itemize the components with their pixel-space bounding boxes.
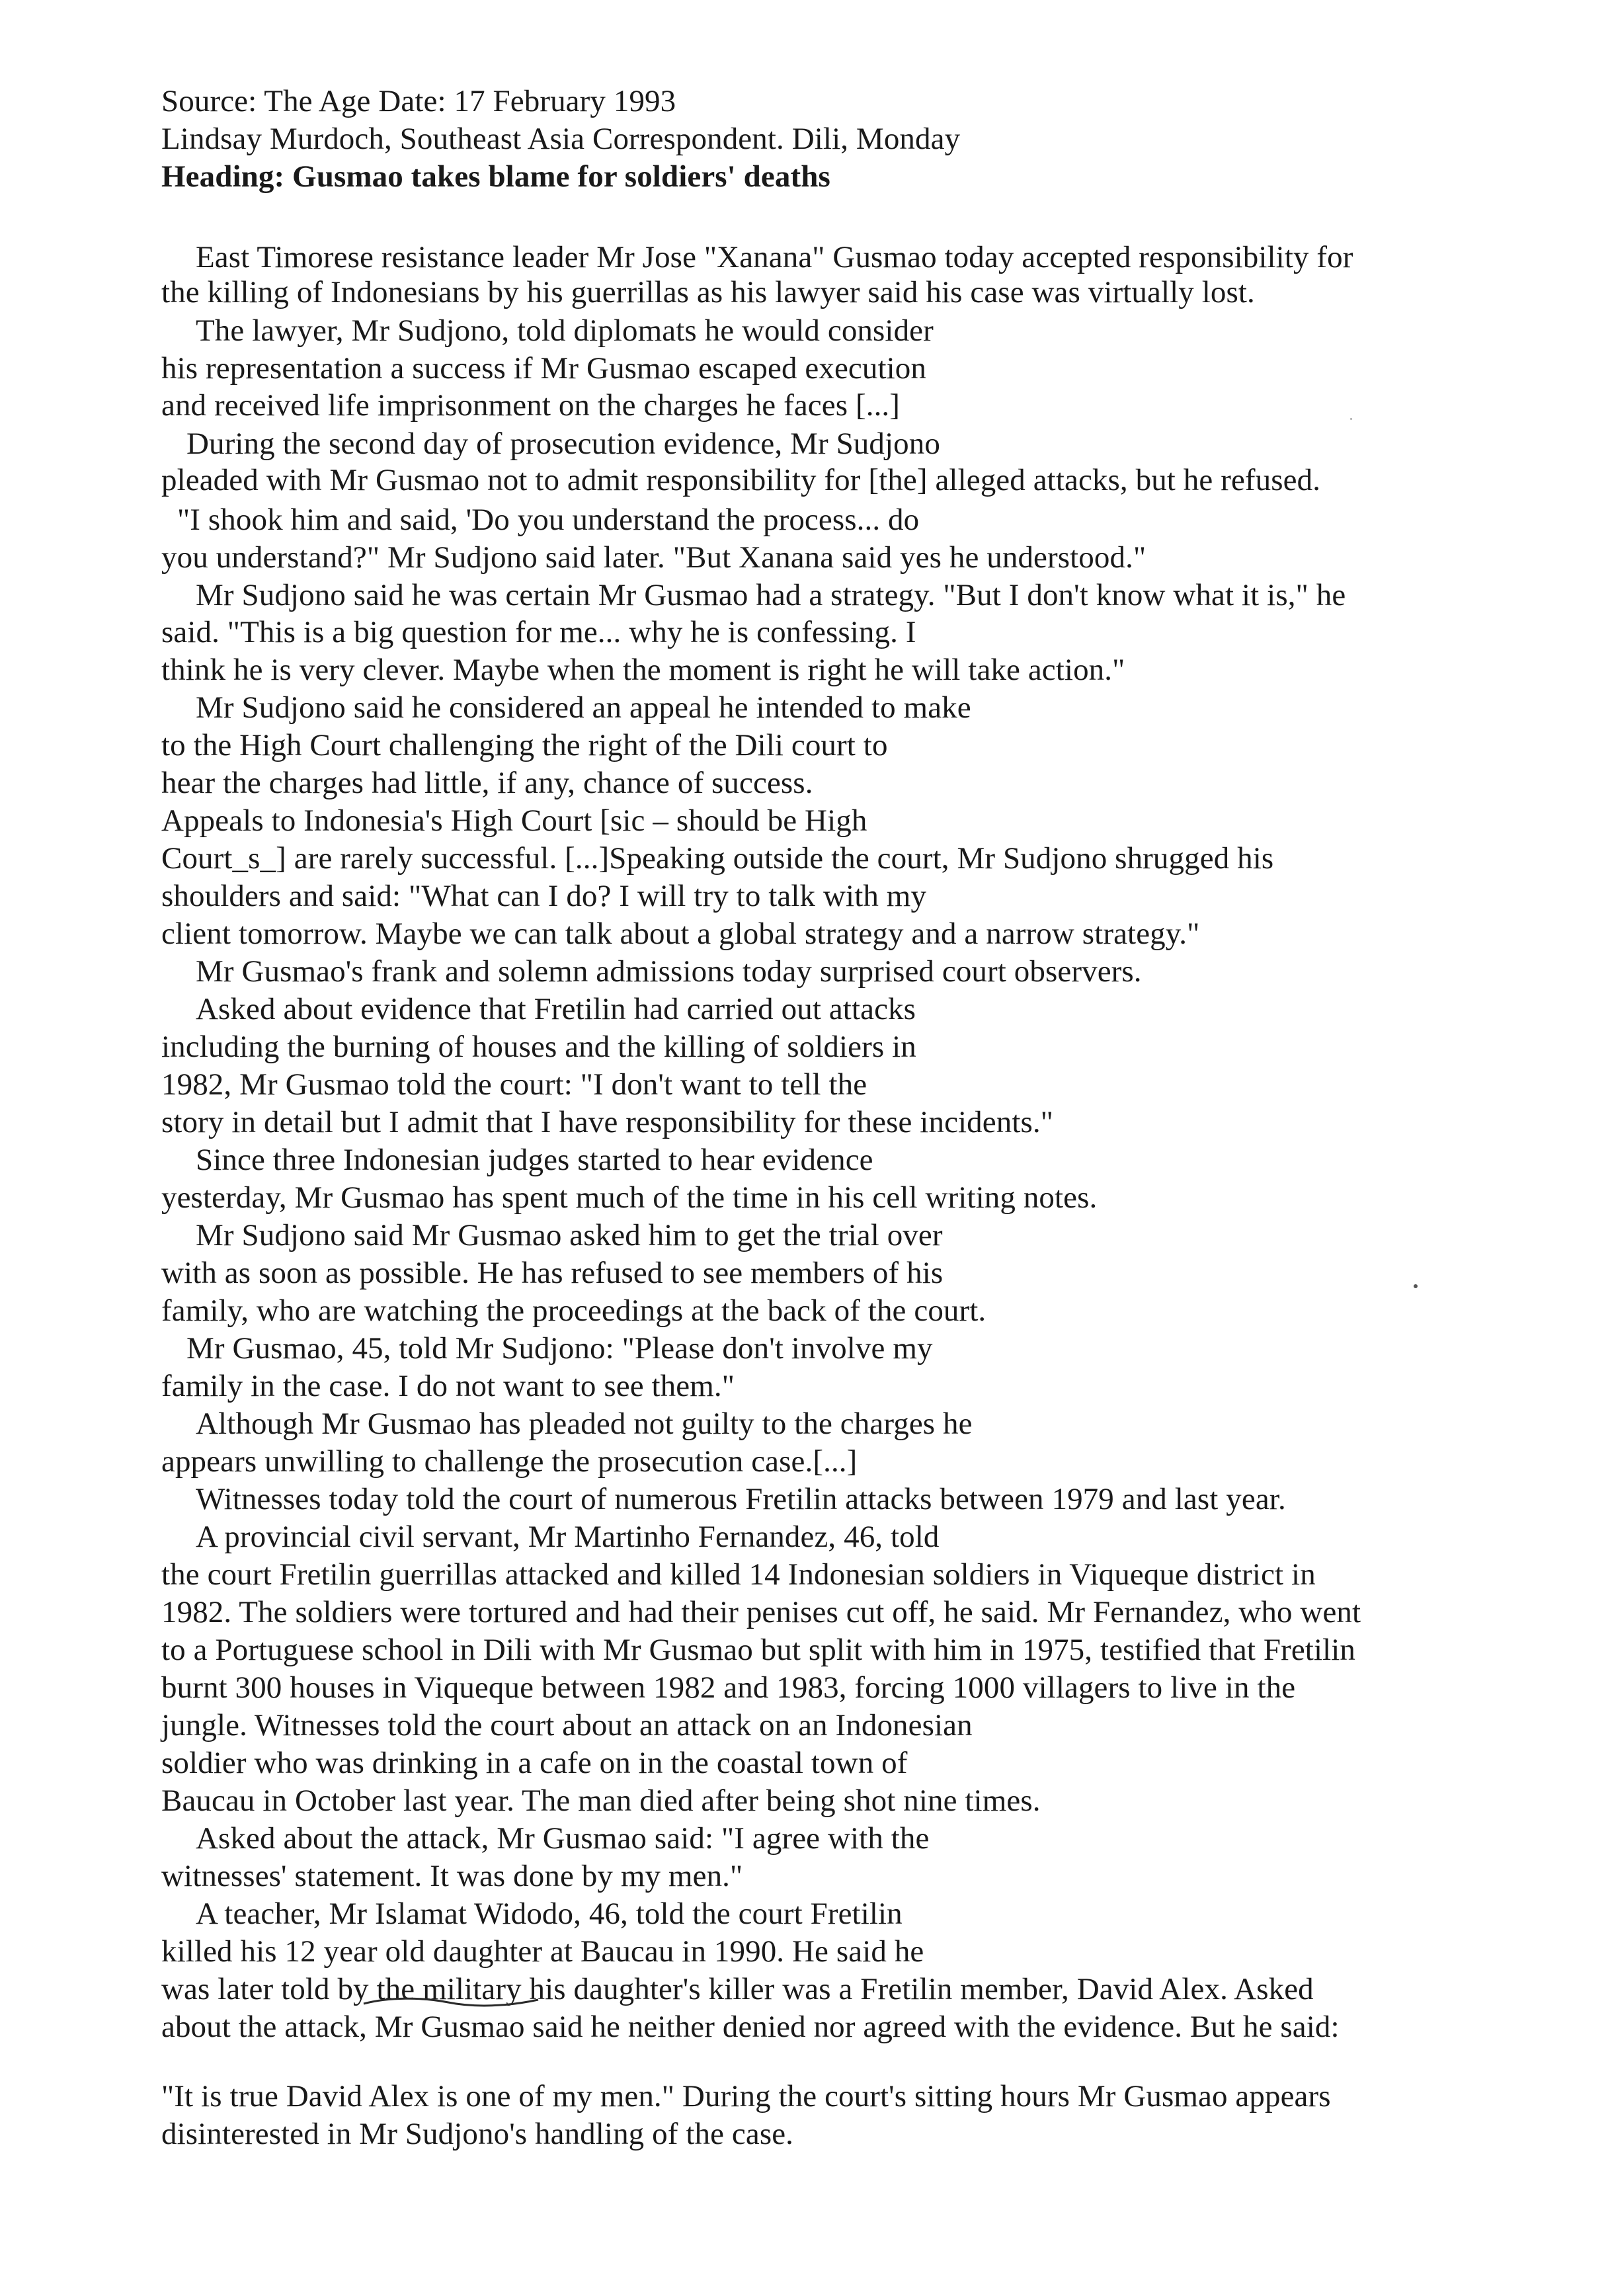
body-line: shoulders and said: "What can I do? I will try to talk with my	[161, 879, 927, 913]
body-line: Baucau in October last year. The man died after being shot nine times.	[161, 1784, 1041, 1818]
body-line: Court_s_] are rarely successful. [...]Speaking outside the court, Mr Sudjono shrugged his	[161, 841, 1274, 876]
body-line: disinterested in Mr Sudjono's handling of the case.	[161, 2117, 794, 2151]
body-line: appears unwilling to challenge the prosecution case.[...]	[161, 1444, 858, 1479]
body-line: Since three Indonesian judges started to hear evidence	[196, 1143, 873, 1177]
body-line: soldier who was drinking in a cafe on in the coastal town of	[161, 1746, 908, 1780]
body-line: hear the charges had little, if any, chance of success.	[161, 766, 813, 800]
body-line: "It is true David Alex is one of my men." During the court's sitting hours Mr Gusmao appears	[161, 2079, 1331, 2113]
byline: Lindsay Murdoch, Southeast Asia Correspondent. Dili, Monday	[161, 122, 961, 156]
body-line: A teacher, Mr Islamat Widodo, 46, told the court Fretilin	[196, 1897, 903, 1931]
body-line: story in detail but I admit that I have responsibility for these incidents."	[161, 1105, 1054, 1139]
body-line: Mr Gusmao, 45, told Mr Sudjono: "Please don't involve my	[186, 1331, 933, 1366]
body-line: yesterday, Mr Gusmao has spent much of the time in his cell writing notes.	[161, 1180, 1098, 1215]
body-line: Mr Sudjono said Mr Gusmao asked him to get the trial over	[196, 1218, 943, 1252]
body-line: A provincial civil servant, Mr Martinho Fernandez, 46, told	[196, 1520, 940, 1554]
body-line: The lawyer, Mr Sudjono, told diplomats he would consider	[196, 313, 934, 348]
body-line: Mr Gusmao's frank and solemn admissions today surprised court observers.	[196, 954, 1142, 989]
body-line: to the High Court challenging the right of the Dili court to	[161, 728, 888, 762]
body-line: and received life imprisonment on the charges he faces [...]	[161, 388, 901, 423]
body-line: family in the case. I do not want to see them."	[161, 1369, 735, 1403]
body-line: East Timorese resistance leader Mr Jose "Xanana" Gusmao today accepted responsibility for	[196, 240, 1353, 274]
stray-speck-mark	[1350, 418, 1352, 420]
body-line: his representation a success if Mr Gusmao escaped execution	[161, 351, 927, 386]
body-line: think he is very clever. Maybe when the moment is right he will take action."	[161, 653, 1125, 687]
body-line: Mr Sudjono said he was certain Mr Gusmao had a strategy. "But I don't know what it is," he	[196, 578, 1346, 612]
article-heading: Heading: Gusmao takes blame for soldiers' deaths	[161, 159, 830, 194]
body-line: was later told by the military his daughter's killer was a Fretilin member, David Alex. Asked	[161, 1972, 1314, 2006]
body-line: including the burning of houses and the killing of soldiers in	[161, 1030, 916, 1064]
body-line: witnesses' statement. It was done by my men."	[161, 1859, 743, 1893]
body-line: Appeals to Indonesia's High Court [sic – should be High	[161, 803, 867, 838]
body-line: about the attack, Mr Gusmao said he neither denied nor agreed with the evidence. But he said:	[161, 2010, 1340, 2044]
body-line: Asked about evidence that Fretilin had carried out attacks	[196, 992, 916, 1026]
body-line: said. "This is a big question for me... why he is confessing. I	[161, 615, 916, 649]
body-line: During the second day of prosecution evidence, Mr Sudjono	[186, 427, 940, 461]
body-line: Although Mr Gusmao has pleaded not guilty to the charges he	[196, 1407, 973, 1441]
body-line: the killing of Indonesians by his guerrillas as his lawyer said his case was virtually lost.	[161, 275, 1255, 309]
body-line: Asked about the attack, Mr Gusmao said: "I agree with the	[196, 1821, 930, 1856]
stray-dot-mark	[1414, 1284, 1418, 1288]
body-line: the court Fretilin guerrillas attacked and killed 14 Indonesian soldiers in Viqueque district in	[161, 1557, 1316, 1592]
body-line: with as soon as possible. He has refused to see members of his	[161, 1256, 944, 1290]
body-line: you understand?" Mr Sudjono said later. "But Xanana said yes he understood."	[161, 540, 1146, 575]
body-line: burnt 300 houses in Viqueque between 1982 and 1983, forcing 1000 villagers to live in the	[161, 1670, 1296, 1705]
source-line: Source: The Age Date: 17 February 1993	[161, 84, 676, 118]
body-line: family, who are watching the proceedings at the back of the court.	[161, 1293, 986, 1328]
body-line: killed his 12 year old daughter at Baucau in 1990. He said he	[161, 1934, 924, 1969]
body-line: 1982. The soldiers were tortured and had their penises cut off, he said. Mr Fernandez, who went	[161, 1595, 1361, 1629]
body-line: 1982, Mr Gusmao told the court: "I don't want to tell the	[161, 1067, 867, 1102]
body-line: "I shook him and said, 'Do you understand the process... do	[177, 503, 920, 537]
body-line: client tomorrow. Maybe we can talk about a global strategy and a narrow strategy."	[161, 917, 1200, 951]
handwritten-underline-mark	[362, 1996, 541, 2009]
body-line: to a Portuguese school in Dili with Mr Gusmao but split with him in 1975, testified that Fretilin	[161, 1633, 1356, 1667]
body-line: pleaded with Mr Gusmao not to admit responsibility for [the] alleged attacks, but he refused.	[161, 463, 1321, 497]
body-line: Mr Sudjono said he considered an appeal he intended to make	[196, 690, 971, 725]
body-line: Witnesses today told the court of numerous Fretilin attacks between 1979 and last year.	[196, 1482, 1286, 1516]
body-line: jungle. Witnesses told the court about an attack on an Indonesian	[161, 1708, 973, 1742]
